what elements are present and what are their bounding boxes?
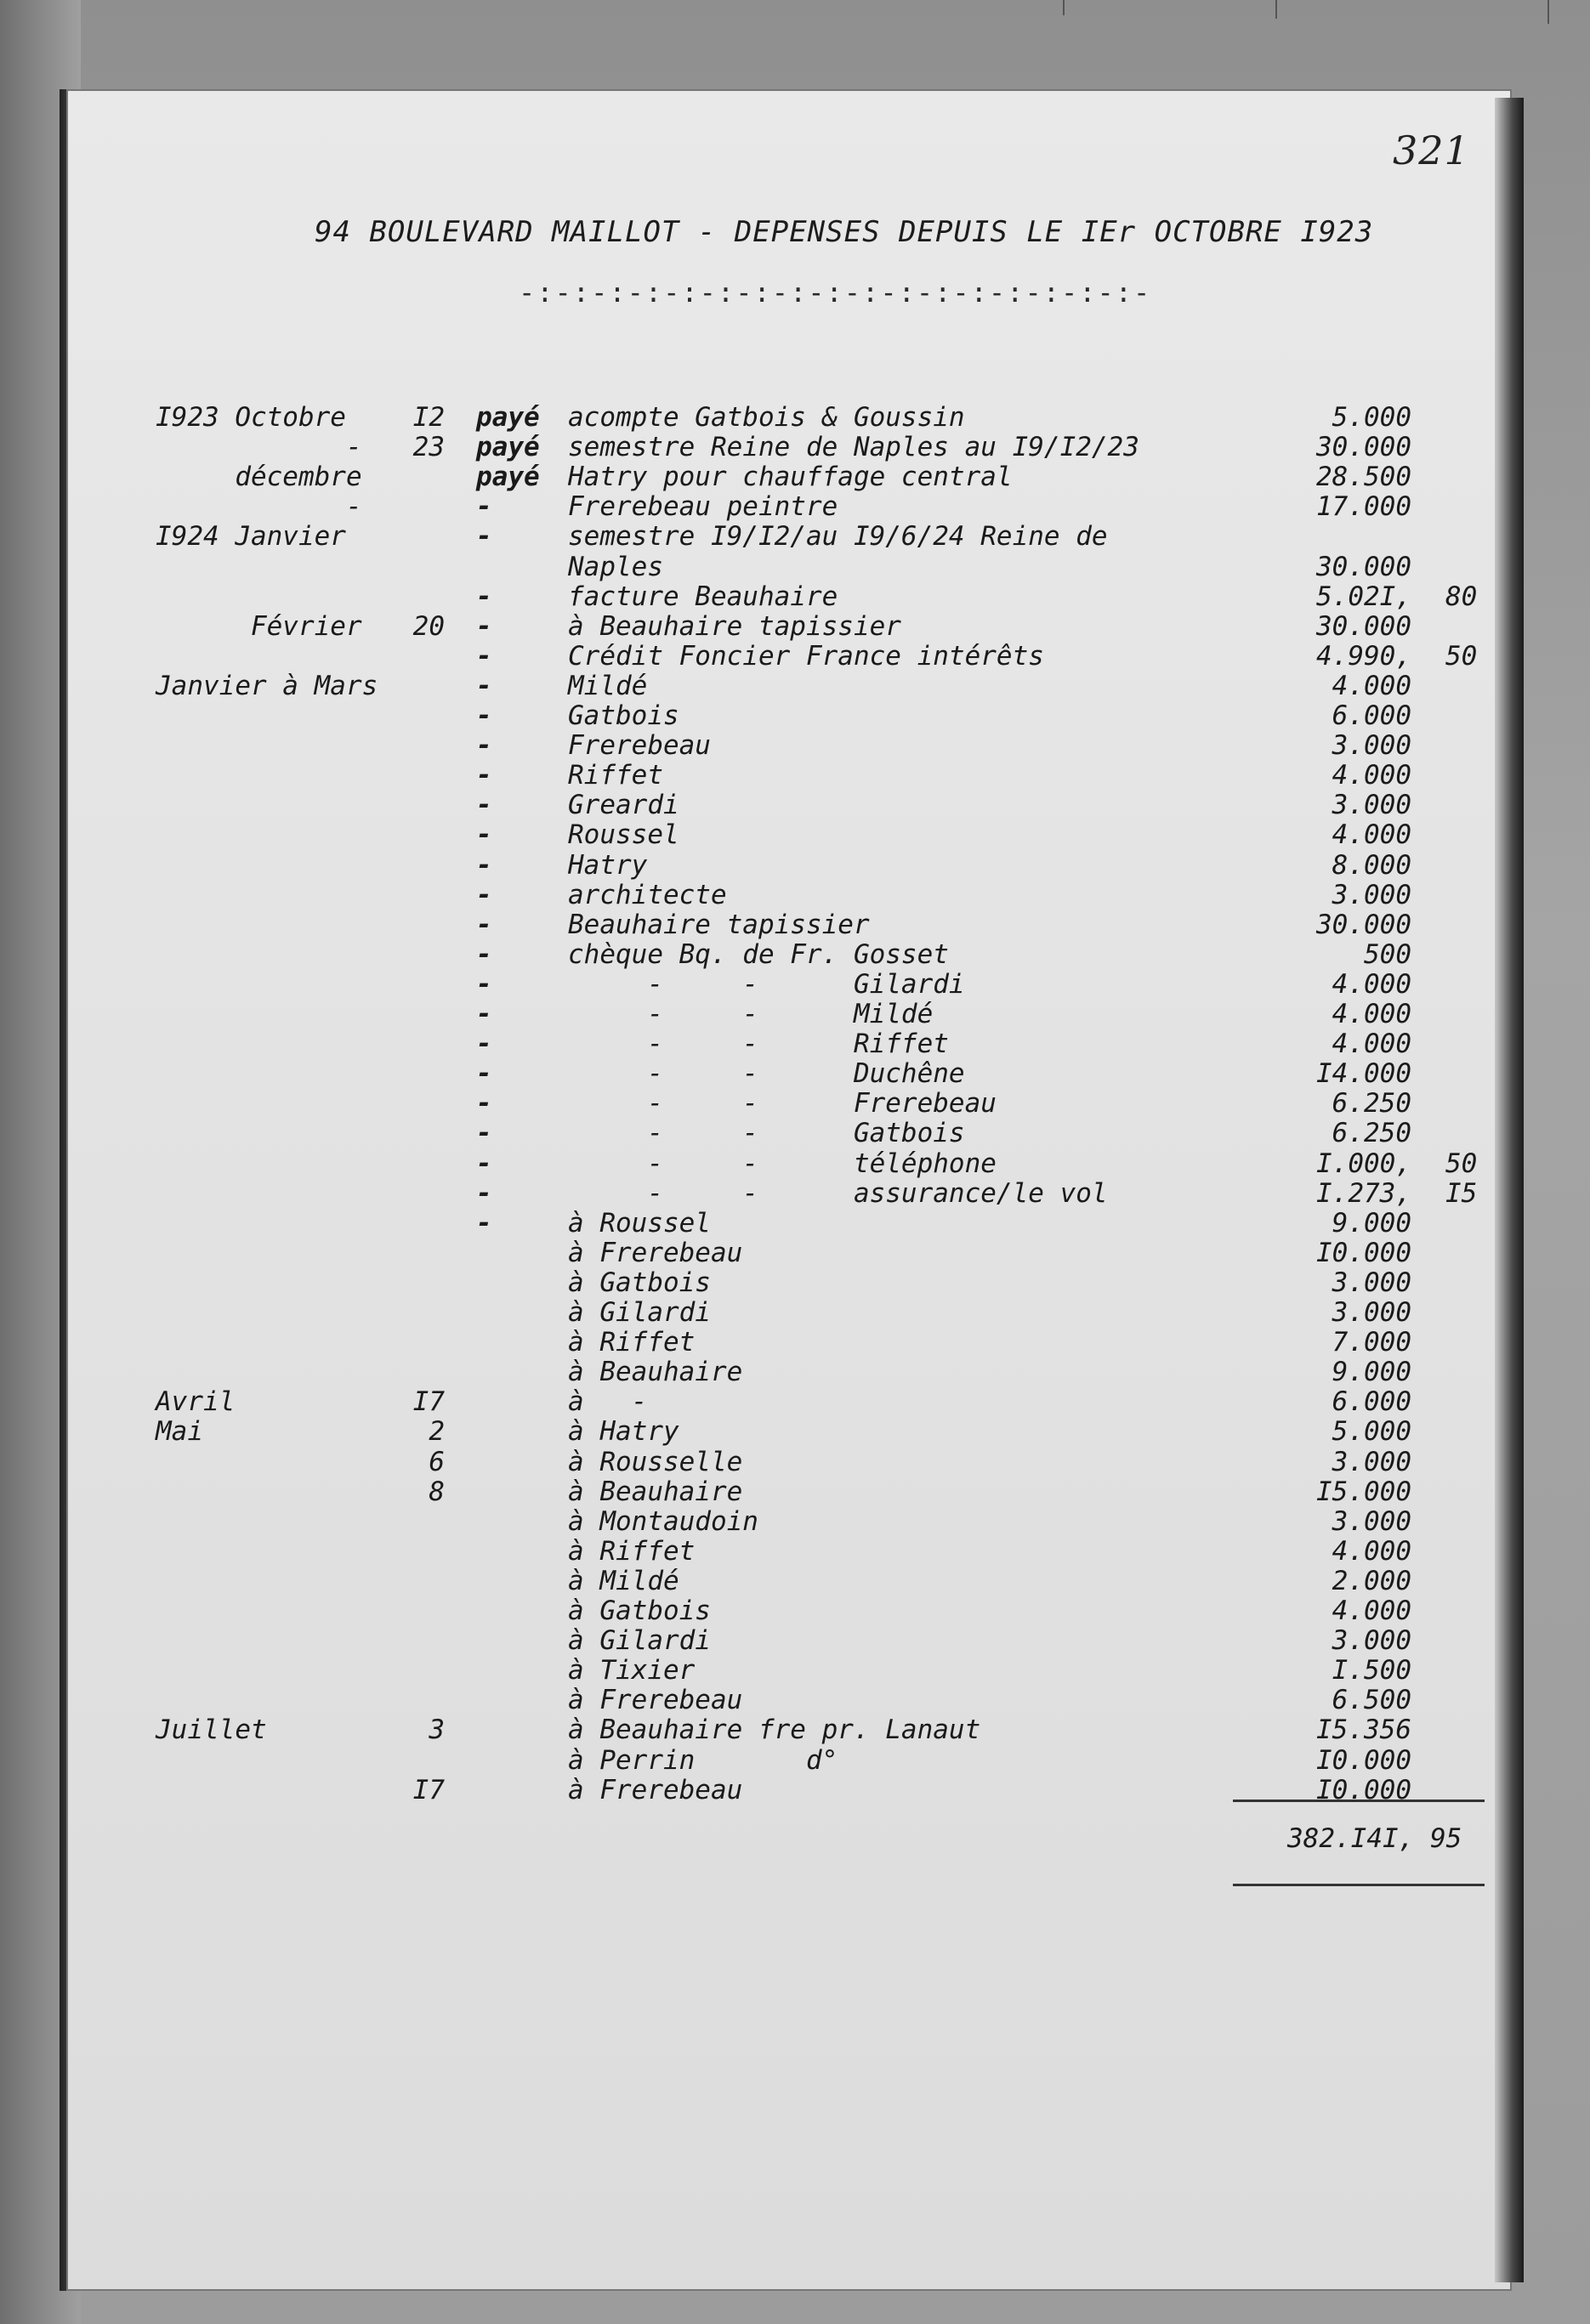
row-description: - - Gilardi (568, 969, 965, 1000)
ledger-row (0, 819, 1590, 849)
row-description: Naples (568, 552, 663, 582)
row-amount: I.273, (1316, 1178, 1411, 1209)
row-cents: 80 (1445, 581, 1478, 612)
row-status: - (476, 1208, 492, 1239)
row-amount: 4.000 (1332, 1536, 1411, 1567)
row-amount: 4.000 (1332, 969, 1411, 1000)
ledger-row (0, 1297, 1590, 1327)
row-period: Juillet (156, 1715, 267, 1745)
ledger-row (0, 641, 1590, 671)
row-status: payé (476, 432, 540, 462)
ledger-row (0, 1208, 1590, 1238)
row-description: semestre Reine de Naples au I9/I2/23 (568, 432, 1139, 462)
total-rule-bottom (1233, 1884, 1485, 1886)
row-description: Riffet (568, 760, 663, 791)
ledger-row (0, 910, 1590, 939)
row-description: Gatbois (568, 700, 679, 731)
page-number: 321 (1393, 128, 1470, 173)
row-amount: 28.500 (1316, 462, 1411, 492)
ledger-row (0, 1745, 1590, 1775)
row-status: - (476, 611, 492, 642)
scan-mark (1547, 0, 1549, 24)
ledger-row (0, 1506, 1590, 1536)
row-amount: 5.000 (1332, 402, 1411, 433)
ledger-row (0, 581, 1590, 611)
row-amount: I5.356 (1316, 1715, 1411, 1745)
row-description: acompte Gatbois & Goussin (568, 402, 965, 433)
row-description: à Rousselle (568, 1447, 743, 1477)
row-status: - (476, 969, 492, 1000)
total-rule-top (1233, 1800, 1485, 1802)
row-description: - - Gatbois (568, 1118, 965, 1148)
row-description: à Beauhaire (568, 1477, 743, 1507)
row-period: Janvier à Mars (156, 671, 378, 701)
row-amount: 30.000 (1316, 432, 1411, 462)
ledger-row (0, 760, 1590, 790)
ledger-row (0, 1596, 1590, 1625)
ledger-row (0, 790, 1590, 819)
row-status: - (476, 700, 492, 731)
row-status: - (476, 521, 492, 552)
grand-total: 382.I4I, 95 (1287, 1823, 1462, 1854)
row-description: chèque Bq. de Fr. Gosset (568, 939, 949, 970)
row-amount: 6.000 (1332, 1386, 1411, 1417)
row-amount: 30.000 (1316, 910, 1411, 940)
row-day: 20 (412, 611, 445, 642)
row-description: facture Beauhaire (568, 581, 838, 612)
row-status: - (476, 819, 492, 850)
row-amount: 8.000 (1332, 850, 1411, 881)
row-amount: 17.000 (1316, 491, 1411, 522)
ledger-row (0, 1655, 1590, 1685)
row-cents: I5 (1445, 1178, 1478, 1209)
row-description: à Gilardi (568, 1625, 711, 1656)
row-description: architecte (568, 880, 727, 910)
row-amount: 4.990, (1316, 641, 1411, 672)
row-description: à Roussel (568, 1208, 711, 1239)
ledger-row (0, 969, 1590, 999)
row-period: - (156, 432, 362, 462)
row-day: I7 (412, 1775, 445, 1805)
row-amount: 7.000 (1332, 1327, 1411, 1358)
row-amount: 4.000 (1332, 1029, 1411, 1059)
row-status: - (476, 671, 492, 701)
row-amount: 3.000 (1332, 1625, 1411, 1656)
row-description: à - (568, 1386, 648, 1417)
row-amount: 9.000 (1332, 1208, 1411, 1239)
ledger-row (0, 1477, 1590, 1506)
ledger-row (0, 880, 1590, 910)
row-description: à Frerebeau (568, 1238, 743, 1268)
row-description: Frerebeau (568, 730, 711, 761)
row-status: - (476, 1029, 492, 1059)
row-cents: 50 (1445, 1148, 1478, 1179)
row-amount: 4.000 (1332, 819, 1411, 850)
row-amount: 3.000 (1332, 1447, 1411, 1477)
row-status: - (476, 910, 492, 940)
row-cents: 50 (1445, 641, 1478, 672)
row-description: Greardi (568, 790, 679, 820)
row-amount: 3.000 (1332, 880, 1411, 910)
row-day: 23 (412, 432, 445, 462)
ledger-row (0, 1088, 1590, 1118)
row-period: Février (156, 611, 362, 642)
row-description: à Frerebeau (568, 1775, 743, 1805)
row-period: Mai (156, 1416, 203, 1447)
ledger-row (0, 611, 1590, 641)
row-description: - - Duchêne (568, 1058, 965, 1089)
ledger-row (0, 850, 1590, 880)
row-amount: 6.500 (1332, 1685, 1411, 1715)
scan-mark (1063, 0, 1065, 15)
ledger-row (0, 1685, 1590, 1715)
row-amount: I.000, (1316, 1148, 1411, 1179)
ledger-row (0, 1357, 1590, 1386)
ledger-row (0, 1267, 1590, 1297)
ledger-row (0, 730, 1590, 760)
ledger-row (0, 1447, 1590, 1477)
row-description: à Gatbois (568, 1596, 711, 1626)
row-amount: 3.000 (1332, 790, 1411, 820)
row-status: - (476, 1148, 492, 1179)
ledger-row (0, 1238, 1590, 1267)
ledger-row (0, 521, 1590, 551)
ledger-row (0, 552, 1590, 581)
row-description: Hatry (568, 850, 648, 881)
row-status: - (476, 999, 492, 1029)
row-amount: 6.000 (1332, 700, 1411, 731)
ledger-row (0, 462, 1590, 491)
row-amount: 4.000 (1332, 671, 1411, 701)
row-amount: 4.000 (1332, 760, 1411, 791)
ledger-row (0, 402, 1590, 432)
row-period: Avril (156, 1386, 236, 1417)
row-amount: I0.000 (1316, 1745, 1411, 1776)
row-status: - (476, 1088, 492, 1119)
row-amount: 500 (1364, 939, 1411, 970)
row-day: I7 (412, 1386, 445, 1417)
row-description: à Hatry (568, 1416, 679, 1447)
row-period: I924 Janvier (156, 521, 346, 552)
ledger-row (0, 1327, 1590, 1357)
ledger-row (0, 1058, 1590, 1088)
row-description: - - assurance/le vol (568, 1178, 1108, 1209)
row-description: à Beauhaire tapissier (568, 611, 901, 642)
document-title: 94 BOULEVARD MAILLOT - DEPENSES DEPUIS LE IEr OCTOBRE I923 (315, 215, 1374, 249)
row-amount: 2.000 (1332, 1566, 1411, 1596)
ledger-row (0, 1536, 1590, 1566)
row-amount: 3.000 (1332, 730, 1411, 761)
row-description: Roussel (568, 819, 679, 850)
scan-mark (1275, 0, 1277, 19)
ledger-row (0, 1148, 1590, 1178)
row-amount: 3.000 (1332, 1506, 1411, 1537)
ledger-row (0, 1625, 1590, 1655)
row-amount: 3.000 (1332, 1297, 1411, 1328)
row-description: à Mildé (568, 1566, 679, 1596)
row-description: Mildé (568, 671, 648, 701)
ledger-row (0, 700, 1590, 730)
row-status: - (476, 850, 492, 881)
row-amount: I0.000 (1316, 1238, 1411, 1268)
ledger-row (0, 491, 1590, 521)
row-description: Hatry pour chauffage central (568, 462, 1013, 492)
row-status: - (476, 491, 492, 522)
row-description: Crédit Foncier France intérêts (568, 641, 1044, 672)
row-amount: 6.250 (1332, 1118, 1411, 1148)
row-description: - - Mildé (568, 999, 934, 1029)
ledger-row (0, 999, 1590, 1029)
row-amount: I0.000 (1316, 1775, 1411, 1805)
ledger-row (0, 671, 1590, 700)
row-amount: I5.000 (1316, 1477, 1411, 1507)
row-period: - (156, 491, 362, 522)
row-description: à Beauhaire fre pr. Lanaut (568, 1715, 981, 1745)
row-status: payé (476, 462, 540, 492)
row-description: - - Riffet (568, 1029, 949, 1059)
row-day: 2 (429, 1416, 445, 1447)
row-description: à Frerebeau (568, 1685, 743, 1715)
row-description: à Montaudoin (568, 1506, 758, 1537)
row-amount: I4.000 (1316, 1058, 1411, 1089)
ledger-row (0, 939, 1590, 969)
ledger-row (0, 1029, 1590, 1058)
title-underline: -:-:-:-:-:-:-:-:-:-:-:-:-:-:-:-:-:- (519, 276, 1152, 309)
row-description: Beauhaire tapissier (568, 910, 870, 940)
row-description: à Riffet (568, 1327, 696, 1358)
row-description: semestre I9/I2/au I9/6/24 Reine de (568, 521, 1108, 552)
row-day: 8 (429, 1477, 445, 1507)
row-description: à Perrin d° (568, 1745, 838, 1776)
ledger-row (0, 1566, 1590, 1596)
row-description: - - Frerebeau (568, 1088, 997, 1119)
ledger-row (0, 432, 1590, 462)
row-status: - (476, 1178, 492, 1209)
row-amount: 6.250 (1332, 1088, 1411, 1119)
row-status: - (476, 641, 492, 672)
row-status: - (476, 730, 492, 761)
row-day: I2 (412, 402, 445, 433)
row-period: I923 Octobre (156, 402, 346, 433)
row-description: à Riffet (568, 1536, 696, 1567)
ledger-row (0, 1178, 1590, 1208)
row-status: - (476, 581, 492, 612)
ledger-row (0, 1118, 1590, 1148)
row-amount: 9.000 (1332, 1357, 1411, 1387)
row-status: - (476, 880, 492, 910)
row-period: décembre (156, 462, 362, 492)
row-amount: 4.000 (1332, 999, 1411, 1029)
row-amount: 30.000 (1316, 552, 1411, 582)
row-description: à Gatbois (568, 1267, 711, 1298)
row-description: Frerebeau peintre (568, 491, 838, 522)
row-amount: 5.000 (1332, 1416, 1411, 1447)
row-amount: 3.000 (1332, 1267, 1411, 1298)
row-status: payé (476, 402, 540, 433)
row-description: - - téléphone (568, 1148, 997, 1179)
ledger-row (0, 1715, 1590, 1744)
row-amount: 5.02I, (1316, 581, 1411, 612)
row-amount: 30.000 (1316, 611, 1411, 642)
row-status: - (476, 939, 492, 970)
ledger-row (0, 1416, 1590, 1446)
row-amount: 4.000 (1332, 1596, 1411, 1626)
row-status: - (476, 1058, 492, 1089)
row-day: 3 (429, 1715, 445, 1745)
row-description: à Beauhaire (568, 1357, 743, 1387)
ledger-row (0, 1386, 1590, 1416)
row-status: - (476, 1118, 492, 1148)
row-status: - (476, 790, 492, 820)
row-status: - (476, 760, 492, 791)
row-description: à Gilardi (568, 1297, 711, 1328)
row-day: 6 (429, 1447, 445, 1477)
row-amount: I.500 (1332, 1655, 1411, 1686)
row-description: à Tixier (568, 1655, 696, 1686)
